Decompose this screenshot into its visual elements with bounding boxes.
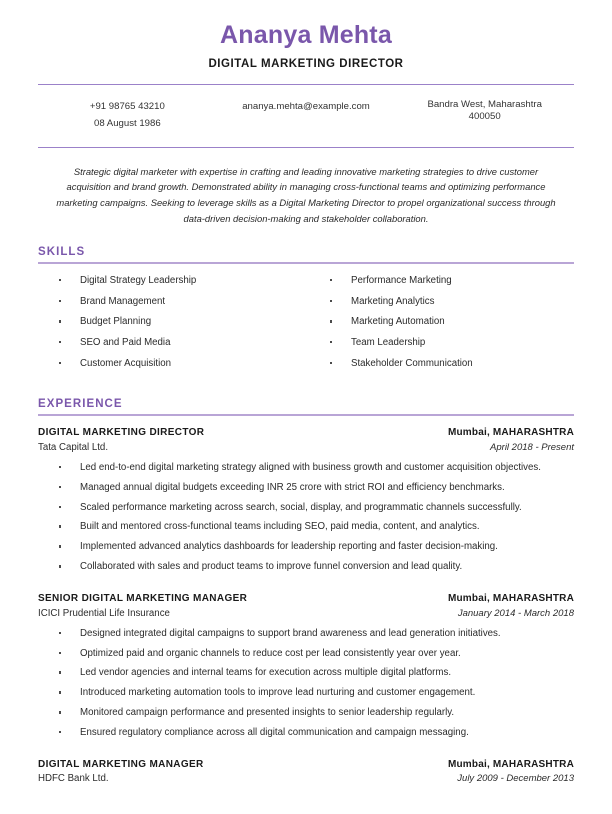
contact-column-email bbox=[217, 98, 396, 116]
candidate-name: Ananya Mehta bbox=[220, 21, 392, 49]
job-company: ICICI Prudential Life Insurance bbox=[38, 607, 170, 619]
contact-phone: +91 98765 43210 bbox=[89, 100, 165, 112]
contact-birthdate: 08 August 1986 bbox=[93, 118, 161, 130]
list-item: Implemented advanced analytics dashboards for leadership reporting and faster decision-making. bbox=[38, 541, 574, 554]
skills-list-left bbox=[38, 275, 306, 370]
experience-entry-left bbox=[38, 592, 448, 621]
list-item: Stakeholder Communication bbox=[306, 358, 574, 370]
experience-section bbox=[38, 398, 574, 786]
list-item: Led end-to-end digital marketing strategy aligned with business growth and customer acquisition objectives. bbox=[38, 462, 574, 475]
list-item: Brand Management bbox=[38, 296, 306, 308]
job-location: Mumbai, MAHARASHTRA bbox=[447, 758, 574, 770]
contact-block bbox=[38, 85, 574, 133]
job-bullets bbox=[38, 621, 574, 740]
list-item: Performance Marketing bbox=[306, 275, 574, 287]
experience-entry-right bbox=[448, 758, 574, 786]
list-item: Designed integrated digital campaigns to support brand awareness and lead generation initiatives. bbox=[38, 628, 574, 641]
skills-column-left bbox=[38, 275, 306, 378]
job-company: Tata Capital Ltd. bbox=[38, 441, 109, 453]
job-bullet-list bbox=[38, 628, 574, 740]
list-item: Marketing Analytics bbox=[306, 296, 574, 308]
experience-entry bbox=[38, 747, 574, 787]
list-item: Collaborated with sales and product teams to improve funnel conversion and lead quality. bbox=[38, 561, 574, 574]
list-item: Ensured regulatory compliance across all digital communication and campaign messaging. bbox=[38, 727, 574, 740]
job-title: DIGITAL MARKETING DIRECTOR bbox=[38, 427, 205, 439]
experience-section-title: EXPERIENCE bbox=[38, 398, 123, 411]
skills-section bbox=[38, 246, 574, 378]
contact-address-line1: Bandra West, Maharashtra bbox=[427, 98, 542, 110]
candidate-job-title: DIGITAL MARKETING DIRECTOR bbox=[208, 57, 404, 70]
job-location: Mumbai, MAHARASHTRA bbox=[447, 427, 574, 439]
experience-entry-right bbox=[448, 592, 574, 620]
experience-entry bbox=[38, 581, 574, 740]
job-location: Mumbai, MAHARASHTRA bbox=[447, 593, 574, 605]
job-dates: April 2018 - Present bbox=[490, 441, 574, 453]
job-title: SENIOR DIGITAL MARKETING MANAGER bbox=[38, 593, 248, 605]
experience-entry-left bbox=[38, 758, 448, 787]
skills-section-title: SKILLS bbox=[38, 246, 86, 259]
skills-column-right bbox=[306, 275, 574, 378]
list-item: Built and mentored cross-functional teams including SEO, paid media, content, and analytics. bbox=[38, 521, 574, 534]
job-dates: January 2014 - March 2018 bbox=[457, 607, 574, 619]
list-item: Customer Acquisition bbox=[38, 358, 306, 370]
job-title: DIGITAL MARKETING MANAGER bbox=[38, 758, 204, 770]
list-item: Scaled performance marketing across search, social, display, and programmatic channels successfully. bbox=[38, 502, 574, 515]
professional-summary: Strategic digital marketer with expertise in crafting and leading innovative marketing strategies to drive customer acquisition and brand growth. Demonstrated ability in managing cross-functional teams and optimizing performance marketing campaigns. Seeking to leverage skills as a Digital Marketing Director to propel organizational success through data-driven decision-making and stakeholder collaboration. bbox=[56, 165, 556, 224]
experience-entry bbox=[38, 416, 574, 574]
list-item: Marketing Automation bbox=[306, 316, 574, 328]
skills-list-right bbox=[306, 275, 574, 370]
contact-address-line2: 400050 bbox=[468, 111, 501, 123]
contact-column-phone bbox=[38, 98, 217, 133]
list-item: Budget Planning bbox=[38, 316, 306, 328]
job-bullet-list bbox=[38, 462, 574, 574]
experience-entry-header bbox=[38, 426, 574, 455]
list-item: Managed annual digital budgets exceeding INR 25 crore with strict ROI and efficiency benchmarks. bbox=[38, 482, 574, 495]
experience-entry-header bbox=[38, 758, 574, 787]
skills-columns bbox=[38, 264, 574, 378]
experience-entry-left bbox=[38, 426, 448, 455]
job-dates: July 2009 - December 2013 bbox=[457, 773, 574, 785]
list-item: Introduced marketing automation tools to improve lead nurturing and customer engagement. bbox=[38, 687, 574, 700]
experience-entry-header bbox=[38, 592, 574, 621]
contact-column-address bbox=[395, 98, 574, 125]
list-item: Monitored campaign performance and presented insights to senior leadership regularly. bbox=[38, 707, 574, 720]
list-item: Digital Strategy Leadership bbox=[38, 275, 306, 287]
list-item: Optimized paid and organic channels to reduce cost per lead consistently year over year. bbox=[38, 648, 574, 661]
job-bullets bbox=[38, 455, 574, 574]
resume-page bbox=[0, 22, 612, 814]
experience-entry-right bbox=[448, 426, 574, 454]
list-item: Led vendor agencies and internal teams for execution across multiple digital platforms. bbox=[38, 667, 574, 680]
list-item: SEO and Paid Media bbox=[38, 337, 306, 349]
job-company: HDFC Bank Ltd. bbox=[38, 773, 109, 785]
contact-email: ananya.mehta@example.com bbox=[242, 100, 370, 112]
list-item: Team Leadership bbox=[306, 337, 574, 349]
